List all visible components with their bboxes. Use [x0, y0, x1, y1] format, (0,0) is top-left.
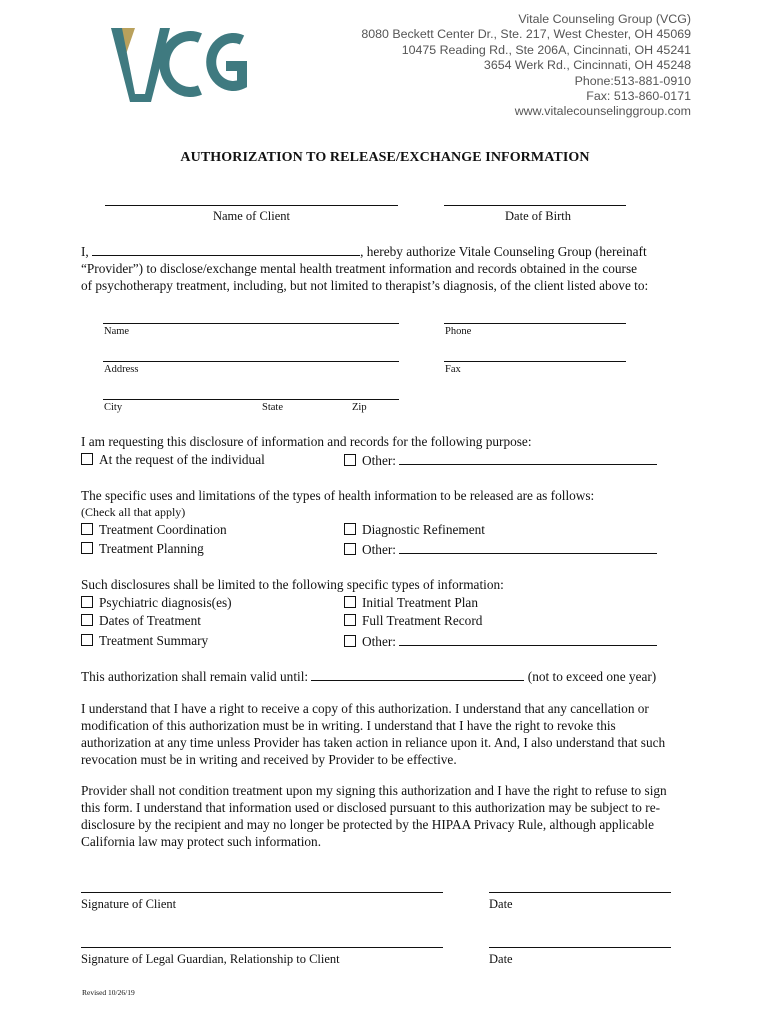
guardian-date-field[interactable]	[489, 947, 671, 948]
vcg-logo-graphic	[108, 24, 248, 106]
types-initial-plan-option[interactable]	[344, 595, 478, 611]
types-other-option[interactable]	[344, 633, 657, 650]
guardian-date-label: Date	[489, 952, 513, 966]
dob-label: Date of Birth	[505, 209, 571, 223]
types-heading: Such disclosures shall be limited to the following specific types of information:	[81, 577, 504, 592]
recipient-address-label: Address	[104, 364, 139, 375]
checkbox[interactable]	[81, 614, 93, 626]
client-signature-field[interactable]	[81, 892, 443, 893]
intro-start: I,	[81, 244, 93, 259]
client-name-field[interactable]	[105, 205, 398, 206]
option-label: Other:	[362, 634, 396, 649]
guardian-signature-label: Signature of Legal Guardian, Relationship to Client	[81, 952, 340, 966]
guardian-signature-field[interactable]	[81, 947, 443, 948]
checkbox[interactable]	[344, 635, 356, 647]
uses-coordination-option[interactable]	[81, 522, 227, 538]
fax-number: Fax: 513-860-0171	[586, 89, 691, 104]
vcg-logo	[108, 24, 248, 106]
intro-line-3: of psychotherapy treatment, including, but not limited to therapist’s diagnosis, of the client listed above to:	[81, 278, 649, 293]
option-label: At the request of the individual	[99, 452, 265, 467]
address-line-2: 10475 Reading Rd., Ste 206A, Cincinnati, OH 45241	[401, 42, 691, 57]
checkbox[interactable]	[81, 634, 93, 646]
checkbox[interactable]	[81, 523, 93, 535]
types-other-field[interactable]	[399, 633, 657, 646]
option-label: Treatment Planning	[99, 541, 204, 556]
dob-field[interactable]	[444, 205, 626, 206]
purpose-other-field[interactable]	[399, 452, 657, 465]
recipient-zip-label: Zip	[352, 402, 367, 413]
checkbox[interactable]	[344, 543, 356, 555]
option-label: Psychiatric diagnosis(es)	[99, 595, 232, 610]
types-summary-option[interactable]	[81, 633, 208, 649]
types-dates-option[interactable]	[81, 613, 201, 629]
revocation-paragraph: I understand that I have a right to receive a copy of this authorization. I understand that any cancellation or modification of this authorization must be in writing. I understand that I have the right to revoke this authorization at any time unless Provider has taken action in reliance upon it. And, I also understand that such revocation must be in writing and received by Provider to be effective.	[81, 701, 666, 767]
option-label: Other:	[362, 453, 396, 468]
client-date-field[interactable]	[489, 892, 671, 893]
recipient-name-label: Name	[104, 326, 130, 337]
uses-heading: The specific uses and limitations of the types of health information to be released are as follows:	[81, 488, 595, 503]
purpose-individual-option[interactable]	[81, 452, 265, 468]
validity-note: (not to exceed one year)	[527, 669, 657, 684]
checkbox[interactable]	[81, 453, 93, 465]
checkbox[interactable]	[344, 596, 356, 608]
website: www.vitalecounselinggroup.com	[514, 104, 691, 119]
recipient-phone-field[interactable]	[444, 323, 626, 324]
checkbox[interactable]	[344, 614, 356, 626]
revision-date: Revised 10/26/19	[82, 988, 135, 997]
recipient-city-state-zip-field[interactable]	[103, 399, 399, 400]
types-psychiatric-option[interactable]	[81, 595, 232, 611]
client-date-label: Date	[489, 897, 513, 911]
uses-other-option[interactable]	[344, 541, 657, 558]
uses-other-field[interactable]	[399, 541, 657, 554]
purpose-heading: I am requesting this disclosure of information and records for the following purpose:	[81, 434, 532, 449]
intro-line-2: “Provider”) to disclose/exchange mental health treatment information and records obtained in the course	[81, 261, 638, 276]
option-label: Diagnostic Refinement	[362, 522, 485, 537]
client-signature-label: Signature of Client	[81, 897, 177, 911]
option-label: Initial Treatment Plan	[362, 595, 478, 610]
purpose-other-option[interactable]	[344, 452, 657, 469]
uses-planning-option[interactable]	[81, 541, 204, 557]
intro-rest: , hereby authorize Vitale Counseling Group (hereinaft	[360, 244, 647, 259]
validity-date-field[interactable]	[311, 668, 524, 681]
letterhead-address	[361, 12, 691, 120]
recipient-state-label: State	[262, 402, 283, 413]
form-title: AUTHORIZATION TO RELEASE/EXCHANGE INFORMATION	[180, 150, 590, 165]
option-label: Full Treatment Record	[362, 613, 483, 628]
conditions-paragraph: Provider shall not condition treatment upon my signing this authorization and I have the right to refuse to sign this form. I understand that information used or disclosed pursuant to this authorization may be subject to re-disclosure by the recipient and may no longer be protected by the HIPAA Privacy Rule, although applicable California law may protect such information.	[81, 783, 667, 849]
checkbox[interactable]	[81, 542, 93, 554]
checkbox[interactable]	[344, 523, 356, 535]
option-label: Other:	[362, 542, 396, 557]
recipient-city-label: City	[104, 402, 123, 413]
types-full-record-option[interactable]	[344, 613, 482, 629]
client-name-label: Name of Client	[212, 209, 291, 223]
recipient-fax-label: Fax	[445, 364, 461, 375]
uses-note: (Check all that apply)	[81, 505, 186, 519]
recipient-phone-label: Phone	[445, 326, 472, 337]
uses-diagnostic-option[interactable]	[344, 522, 485, 538]
phone-number: Phone:513-881-0910	[574, 73, 691, 88]
validity-text: This authorization shall remain valid until:	[81, 669, 309, 684]
recipient-name-field[interactable]	[103, 323, 399, 324]
authorizer-name-field[interactable]	[92, 243, 360, 256]
authorization-intro	[81, 243, 701, 294]
address-line-1: 8080 Beckett Center Dr., Ste. 217, West Chester, OH 45069	[361, 27, 691, 42]
checkbox[interactable]	[344, 454, 356, 466]
recipient-address-field[interactable]	[103, 361, 399, 362]
address-line-3: 3654 Werk Rd., Cincinnati, OH 45248	[483, 58, 691, 73]
org-name: Vitale Counseling Group (VCG)	[518, 12, 691, 26]
option-label: Treatment Coordination	[99, 522, 227, 537]
validity-line	[81, 668, 656, 685]
recipient-fax-field[interactable]	[444, 361, 626, 362]
checkbox[interactable]	[81, 596, 93, 608]
option-label: Treatment Summary	[99, 633, 209, 648]
option-label: Dates of Treatment	[99, 613, 201, 628]
